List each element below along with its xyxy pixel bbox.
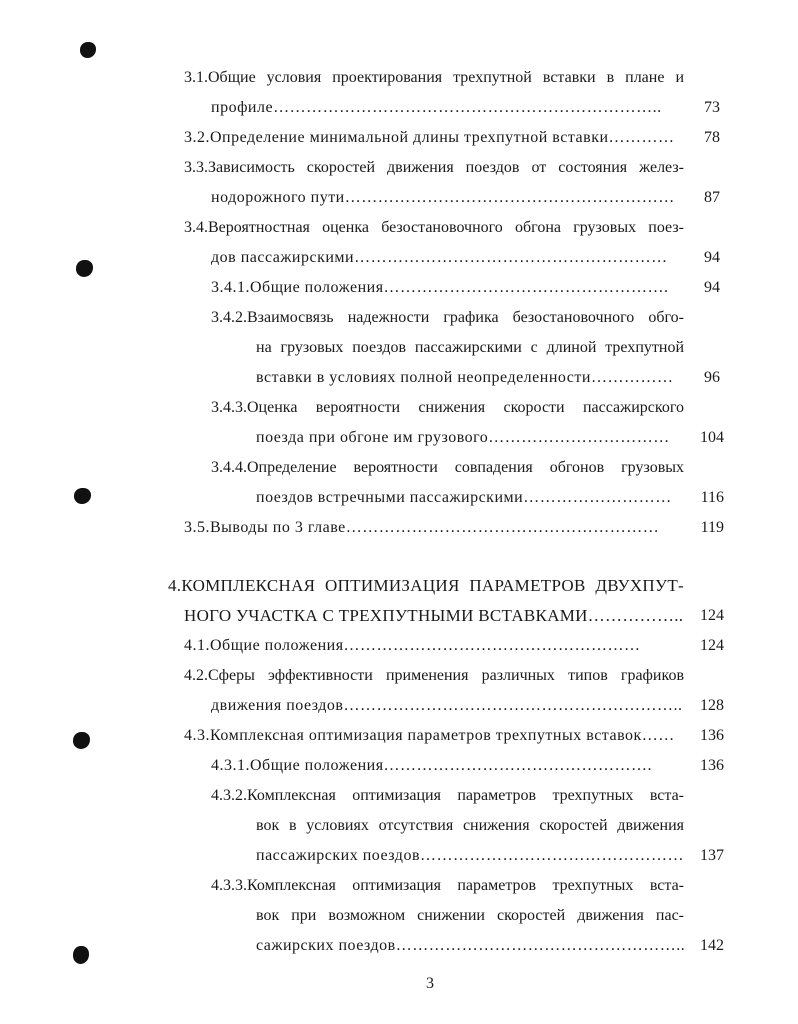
toc-entry-3-1-line1: 3.1.Общие условия проектирования трехпутной вставки в плане и: [184, 69, 684, 86]
toc-page-number: 73: [704, 99, 720, 116]
toc-entry-3-4-4-line1: 3.4.4.Определение вероятности совпадения обгонов грузовых: [211, 459, 684, 476]
punch-hole-mark: [76, 260, 93, 277]
page-number: 3: [426, 975, 434, 992]
toc-page-number: 136: [700, 757, 724, 774]
toc-page-number: 96: [704, 369, 720, 386]
toc-page-number: 124: [700, 607, 724, 624]
toc-chapter-4-line1: 4.КОМПЛЕКСНАЯ ОПТИМИЗАЦИЯ ПАРАМЕТРОВ ДВУХПУТ-: [168, 576, 684, 595]
toc-page-number: 137: [700, 847, 724, 864]
toc-entry-3-3-line2: нодорожного пути……………………………………………………: [211, 189, 675, 206]
toc-entry-4-2-line2: движения поездов……………………………………………………..: [211, 697, 683, 714]
toc-entry-3-4-line1: 3.4.Вероятностная оценка безостановочного обгона грузовых поез-: [184, 219, 684, 236]
toc-page-number: 94: [704, 279, 720, 296]
punch-hole-mark: [74, 488, 91, 504]
toc-page-number: 78: [704, 129, 720, 146]
punch-hole-mark: [80, 42, 96, 58]
toc-entry-4-3-2-line2: вок в условиях отсутствия снижения скоростей движения: [256, 817, 684, 834]
toc-page-number: 116: [700, 489, 724, 506]
toc-page-number: 104: [700, 429, 724, 446]
toc-entry-4-3-3-line1: 4.3.3.Комплексная оптимизация параметров трехпутных вста-: [211, 877, 684, 894]
toc-page-number: 119: [700, 519, 724, 536]
punch-hole-mark: [73, 732, 90, 749]
toc-page-number: 136: [700, 727, 724, 744]
toc-entry-3-4-1: 3.4.1.Общие положения…………………………………………….: [211, 279, 669, 296]
toc-entry-4-2-line1: 4.2.Сферы эффективности применения различных типов графиков: [184, 667, 684, 684]
toc-entry-3-4-3-line2: поезда при обгоне им грузового……………………………: [256, 429, 670, 446]
toc-entry-3-4-4-line2: поездов встречными пассажирскими………………………: [256, 489, 672, 506]
toc-entry-3-4-2-line2: на грузовых поездов пассажирскими с длиной трехпутной: [256, 339, 684, 356]
toc-entry-4-3: 4.3.Комплексная оптимизация параметров трехпутных вставок……: [184, 727, 675, 744]
toc-entry-3-2: 3.2.Определение минимальной длины трехпутной вставки…………: [184, 129, 675, 146]
toc-entry-3-4-2-line1: 3.4.2.Взаимосвязь надежности графика безостановочного обго-: [211, 309, 684, 326]
toc-entry-4-3-3-line3: сажирских поездов……………………………………………..: [256, 937, 686, 954]
punch-hole-mark: [73, 946, 89, 964]
toc-entry-4-1: 4.1.Общие положения………………………………………………: [184, 637, 641, 654]
toc-entry-4-3-1: 4.3.1.Общие положения………………………………………….: [211, 757, 653, 774]
toc-page-number: 124: [700, 637, 724, 654]
toc-entry-4-3-3-line2: вок при возможном снижении скоростей движения пас-: [256, 907, 684, 924]
toc-entry-4-3-2-line1: 4.3.2.Комплексная оптимизация параметров трехпутных вста-: [211, 787, 684, 804]
toc-page-number: 142: [700, 937, 724, 954]
toc-entry-3-4-3-line1: 3.4.3.Оценка вероятности снижения скорости пассажирского: [211, 399, 684, 416]
toc-entry-3-3-line1: 3.3.Зависимость скоростей движения поездов от состояния желез-: [184, 159, 684, 176]
toc-entry-3-1-line2: профиле……………………………………………………………..: [211, 99, 662, 116]
toc-entry-3-4-2-line3: вставки в условиях полной неопределенности……………: [256, 369, 674, 386]
toc-entry-4-3-2-line3: пассажирских поездов…………………………………………: [256, 847, 684, 864]
toc-entry-3-4-line2: дов пассажирскими…………………………………………………: [211, 249, 668, 266]
toc-entry-3-5: 3.5.Выводы по 3 главе…………………………………………………: [184, 519, 660, 536]
toc-chapter-4-line2: НОГО УЧАСТКА С ТРЕХПУТНЫМИ ВСТАВКАМИ……………..: [184, 606, 684, 625]
toc-page-number: 128: [700, 697, 724, 714]
toc-page-number: 94: [704, 249, 720, 266]
toc-page-number: 87: [704, 189, 720, 206]
